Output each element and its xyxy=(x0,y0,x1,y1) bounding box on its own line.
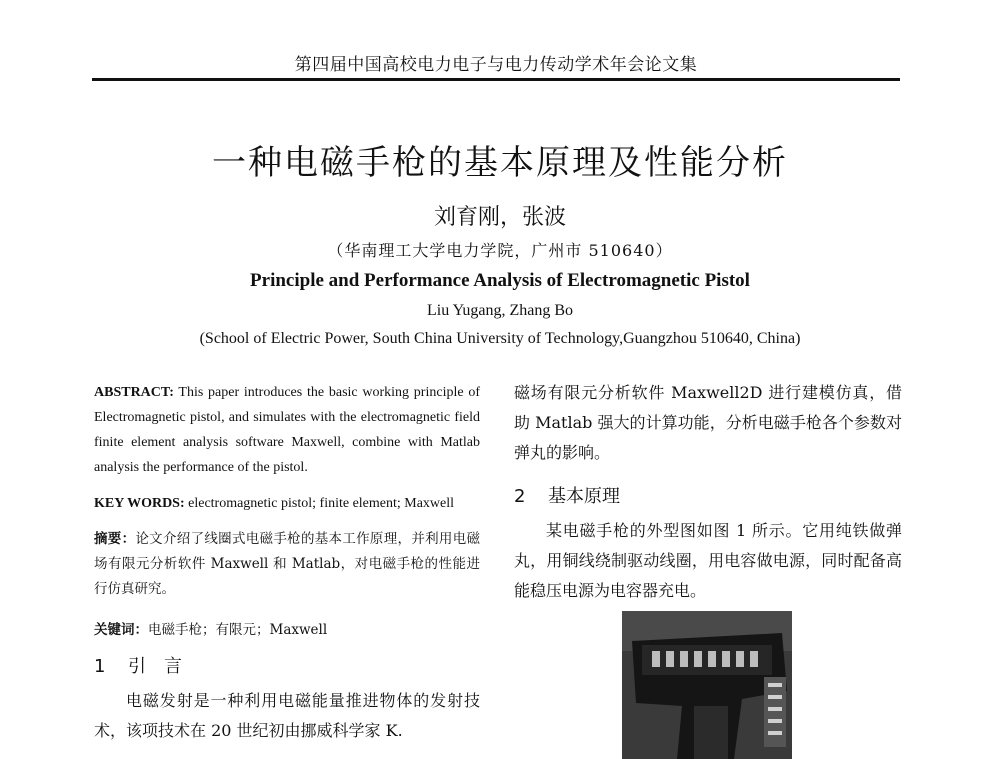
right-column xyxy=(514,378,902,606)
keywords-label: KEY WORDS: xyxy=(94,496,185,511)
keywords-zh-text: 电磁手枪；有限元；Maxwell xyxy=(148,622,328,638)
header-rule xyxy=(92,78,900,81)
abstract-zh-label: 摘要： xyxy=(94,531,136,547)
keywords-en xyxy=(94,491,480,516)
section-2-paragraph: 某电磁手枪的外型图如图 1 所示。它用纯铁做弹丸，用铜线绕制驱动线圈，用电容做电源，同时配备高能稳压电源为电容器充电。 xyxy=(514,521,902,600)
pistol-photo-image xyxy=(622,611,792,759)
authors-zh: 刘育刚，张波 xyxy=(433,205,566,230)
left-column xyxy=(94,380,480,746)
section-2-heading xyxy=(514,482,902,508)
running-header: 第四届中国高校电力电子与电力传动学术年会论文集 xyxy=(294,55,698,75)
keywords-text: electromagnetic pistol; finite element; Maxwell xyxy=(184,496,455,511)
abstract-zh xyxy=(94,527,480,602)
pistol-photo xyxy=(622,611,792,759)
abstract-label: ABSTRACT: xyxy=(94,385,174,400)
authors-en: Liu Yugang, Zhang Bo xyxy=(426,302,574,319)
affiliation-zh: （华南理工大学电力学院，广州市 510640） xyxy=(327,241,673,260)
section-2-number: 2 xyxy=(514,486,526,507)
abstract-text: This paper introduces the basic working principle of Electromagnetic pistol, and simulates with the electromagnetic field finite element analysis software Maxwell, combine with Matlab analysis the performance of the pistol. xyxy=(94,385,480,475)
section-1-number: 1 xyxy=(94,656,106,677)
continued-paragraph: 磁场有限元分析软件 Maxwell2D 进行建模仿真，借助 Matlab 强大的计算功能，分析电磁手枪各个参数对弹丸的影响。 xyxy=(514,383,902,462)
section-1-heading xyxy=(94,652,480,678)
affiliation-en: (School of Electric Power, South China University of Technology,Guangzhou 510640, China) xyxy=(199,330,801,347)
section-2-title: 基本原理 xyxy=(548,486,620,507)
abstract-zh-text: 论文介绍了线圈式电磁手枪的基本工作原理，并利用电磁场有限元分析软件 Maxwell 和 Matlab，对电磁手枪的性能进行仿真研究。 xyxy=(94,531,481,597)
keywords-zh-label: 关键词： xyxy=(94,622,148,638)
paper-title-en: Principle and Performance Analysis of Electromagnetic Pistol xyxy=(250,270,750,291)
paper-title-zh: 一种电磁手枪的基本原理及性能分析 xyxy=(212,143,788,183)
section-1-title: 引 言 xyxy=(128,656,182,677)
section-1-paragraph: 电磁发射是一种利用电磁能量推进物体的发射技术，该项技术在 20 世纪初由挪威科学家 K. xyxy=(94,691,480,740)
abstract-en xyxy=(94,380,480,480)
keywords-zh xyxy=(94,618,480,638)
